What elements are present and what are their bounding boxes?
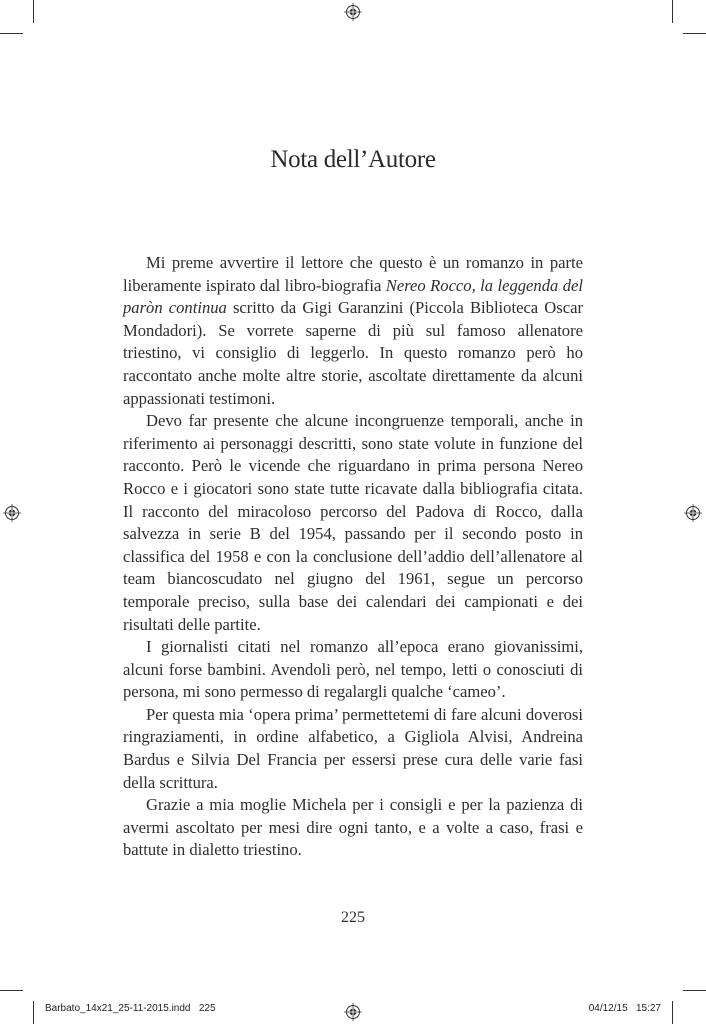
crop-mark-bottom-left-horizontal [0, 990, 23, 991]
book-title: Nereo Rocco, la leggenda del paròn continua [123, 275, 583, 318]
paragraph: Devo far presente che alcune incongruenze temporali, anche in riferimento ai personaggi descritti, sono state volute in funzione del racconto. Però le vicende che riguardano in prima persona Nereo Rocco e i giocatori sono state tutte ricavate dalla bibliografia citata. Il racconto del miracoloso percorso del Padova di Rocco, dalla salvezza in serie B del 1954, passando per il secondo posto in classifica del 1958 e con la conclusione dell’addio dell’allenatore al team biancoscudato nel giugno del 1961, segue un percorso temporale preciso, sulla base dei calendari dei campionati e dei risultati delle partite. [123, 411, 583, 634]
registration-target-icon [344, 1003, 362, 1021]
page-title: Nota dell’Autore [270, 146, 436, 173]
body-text [123, 252, 583, 862]
crop-mark-top-left-vertical [33, 0, 34, 23]
crop-mark-bottom-right-vertical [672, 1001, 673, 1024]
registration-target-icon [344, 3, 362, 21]
paragraph-text: scritto da Gigi Garanzini (Piccola Biblioteca Oscar Mondadori). Se vorrete saperne di più sul famoso allenatore triestino, vi consiglio di leggerlo. In questo romanzo però ho raccontato anche molte altre storie, ascoltate direttamente da alcuni appassionati testimoni. [123, 298, 583, 408]
paragraph: Per questa mia ‘opera prima’ permettetemi di fare alcuni doverosi ringraziamenti, in ordine alfabetico, a Gigliola Alvisi, Andreina Bardus e Silvia Del Francia per essersi prese cura delle varie fasi della scrittura. [123, 704, 583, 792]
crop-mark-bottom-right-horizontal [683, 990, 706, 991]
page-number: 225 [341, 909, 365, 926]
registration-target-icon [684, 504, 702, 522]
registration-target-icon [3, 504, 21, 522]
paragraph: Grazie a mia moglie Michela per i consigli e per la pazienza di avermi ascoltato per mesi dire ogni tanto, e a volte a caso, frasi e battute in dialetto triestino. [123, 795, 583, 860]
paragraph: I giornalisti citati nel romanzo all’epoca erano giovanissimi, alcuni forse bambini. Avendoli però, nel tempo, letti o conosciuti di persona, mi sono permesso di regalargli qualche ‘cameo’. [123, 637, 583, 702]
slug-filename: Barbato_14x21_25-11-2015.indd 225 [45, 1003, 216, 1014]
paragraph-text: Mi preme avvertire il lettore che questo è un romanzo in parte liberamente ispirato dal libro-biografia [123, 253, 583, 295]
crop-mark-bottom-left-vertical [33, 1001, 34, 1024]
crop-mark-top-right-vertical [672, 0, 673, 23]
paragraph [123, 252, 583, 410]
slug-datetime: 04/12/15 15:27 [588, 1003, 661, 1014]
crop-mark-top-right-horizontal [683, 33, 706, 34]
crop-mark-top-left-horizontal [0, 33, 23, 34]
